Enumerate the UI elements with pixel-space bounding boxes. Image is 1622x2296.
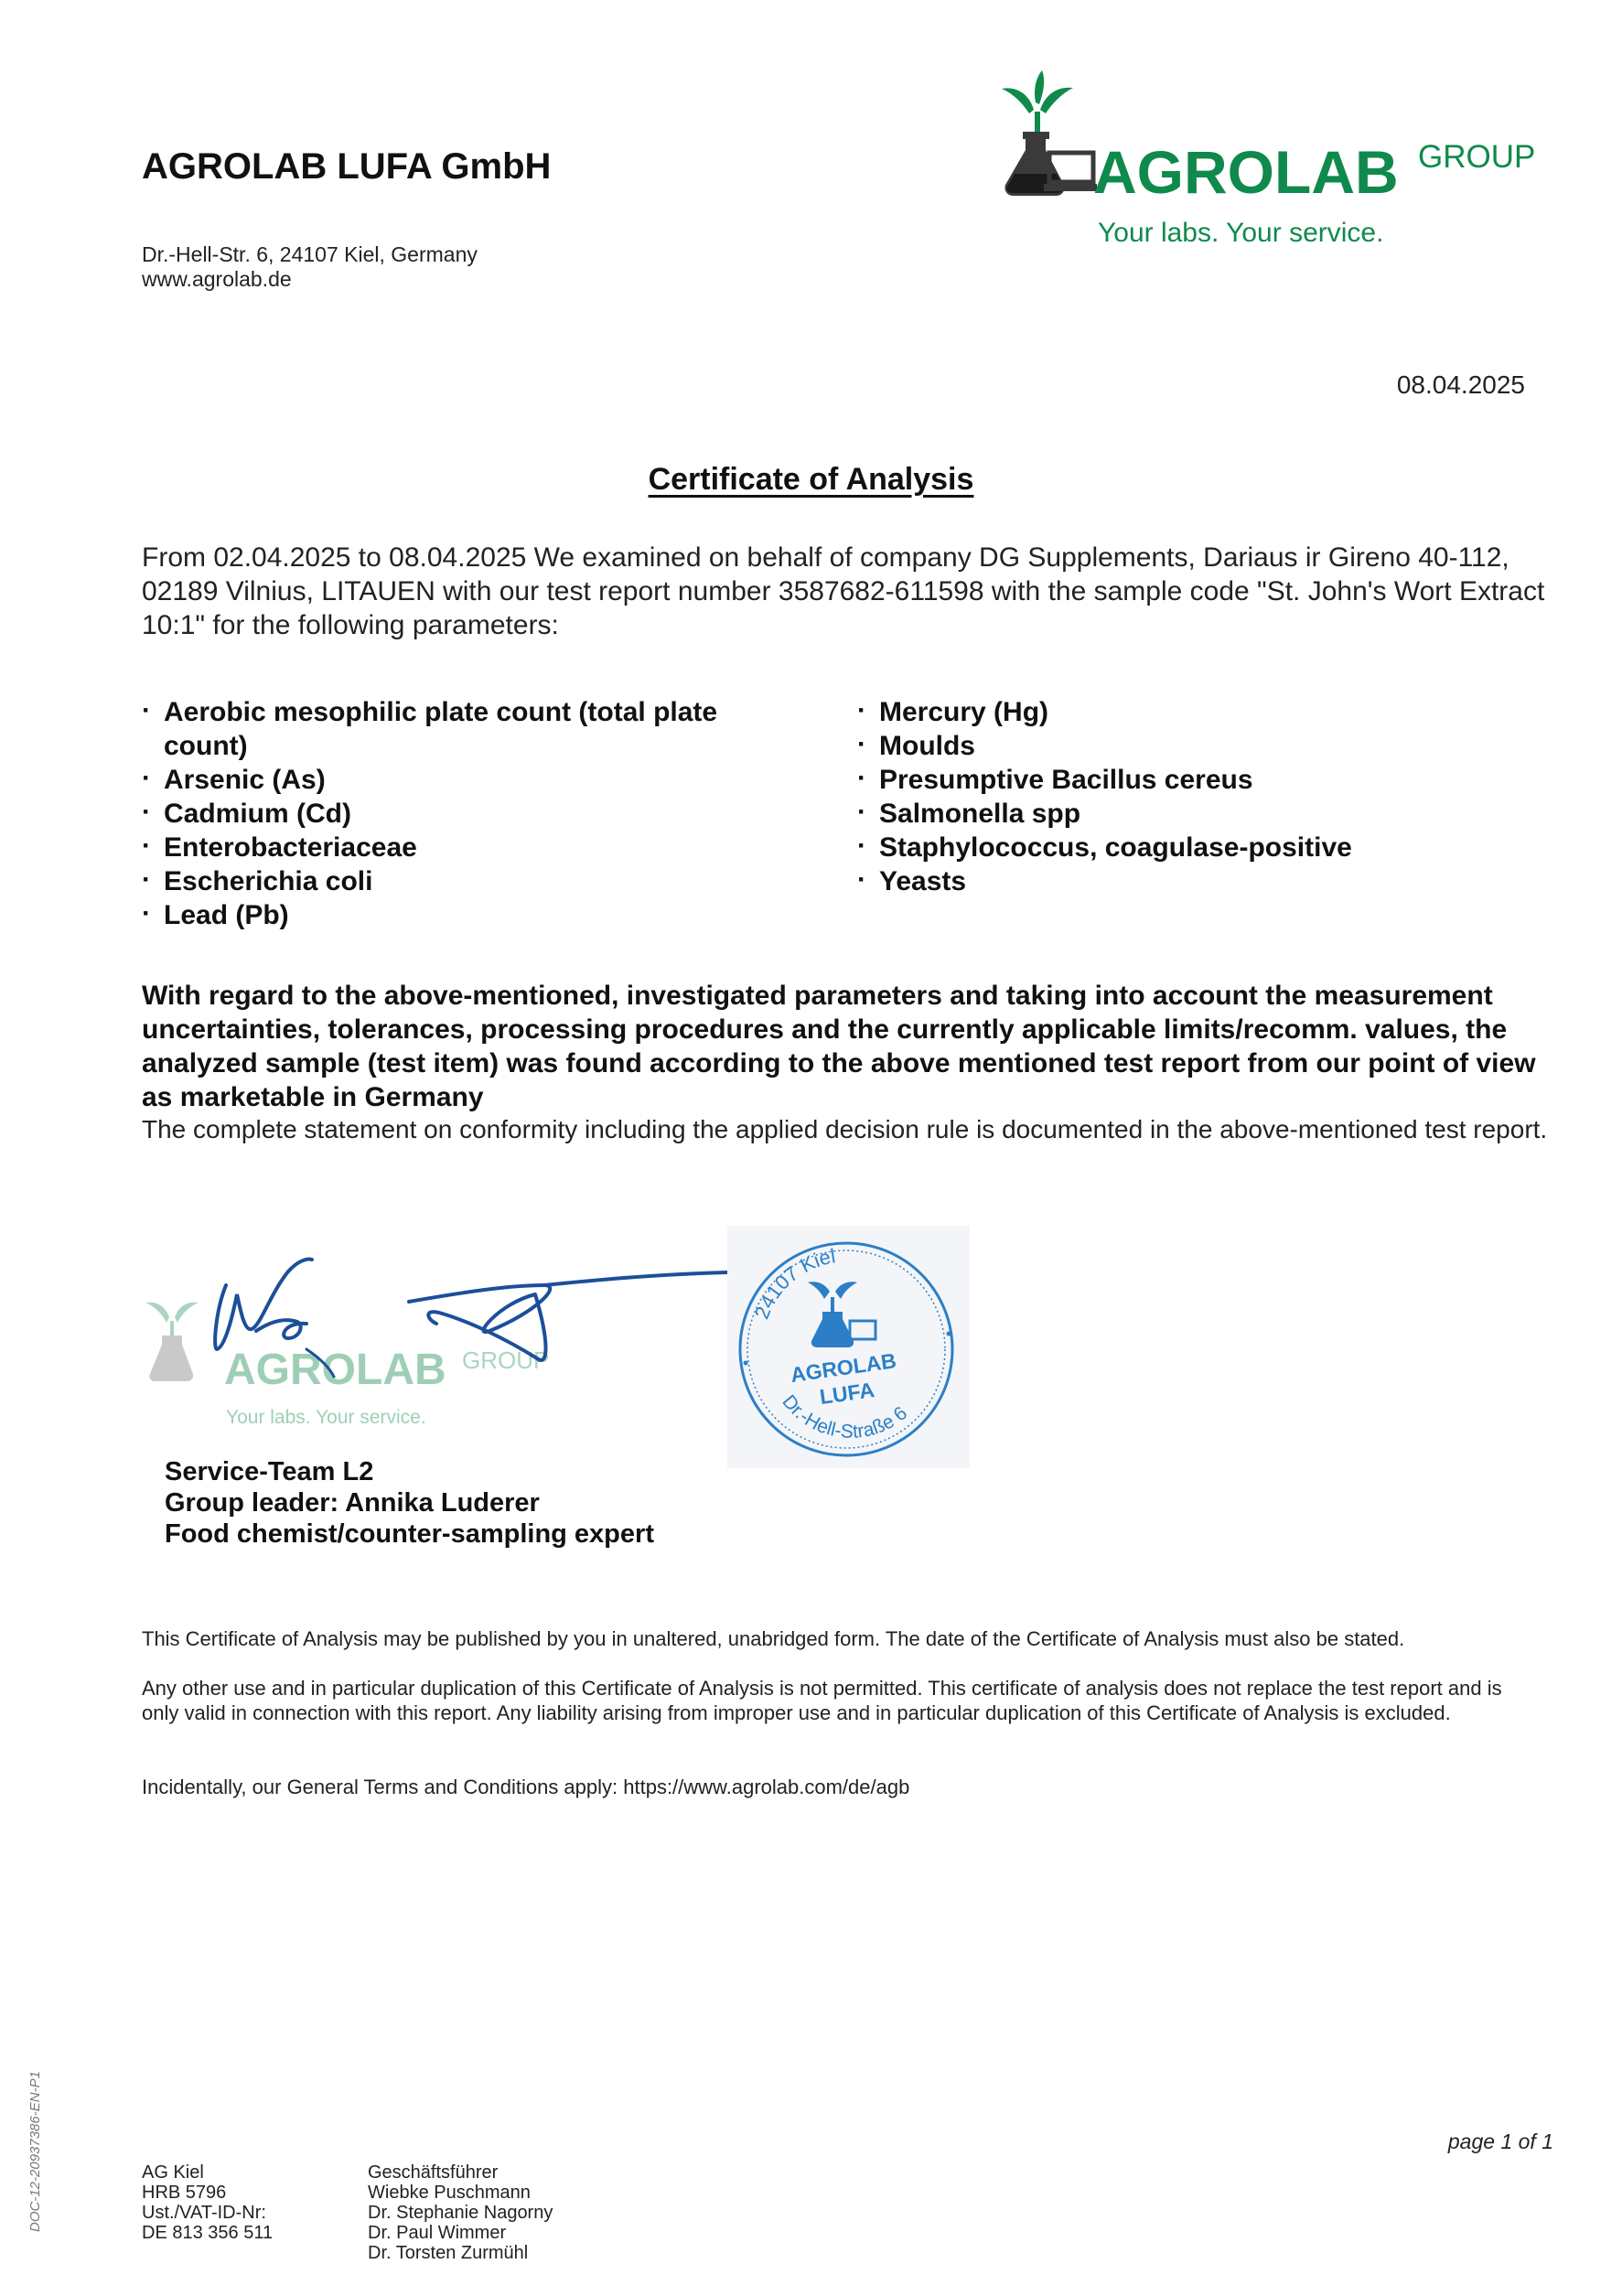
footer-line: Ust./VAT-ID-Nr: bbox=[142, 2203, 266, 2223]
footer-line: AG Kiel bbox=[142, 2162, 204, 2183]
parameter-item: · Enterobacteriaceae bbox=[142, 831, 800, 864]
footer-line: Geschäftsführer bbox=[368, 2162, 499, 2183]
parameter-item: · Cadmium (Cd) bbox=[142, 797, 800, 831]
footer-line: Dr. Torsten Zurmühl bbox=[368, 2243, 529, 2263]
page-number: page 1 of 1 bbox=[1447, 2130, 1553, 2153]
address-street: Dr.-Hell-Str. 6, 24107 Kiel, Germany bbox=[142, 242, 478, 266]
stamp-center-line1: AGROLAB bbox=[789, 1348, 898, 1388]
address-website: www.agrolab.de bbox=[142, 267, 292, 291]
parameters-list-left bbox=[142, 695, 800, 932]
watermark-tagline: Your labs. Your service. bbox=[226, 1407, 426, 1428]
parameter-item: · Moulds bbox=[857, 729, 1516, 763]
conformity-statement: With regard to the above-mentioned, investigated parameters and taking into account the measurement uncertainties, tolerances, processing procedures and the currently applicable limits/recomm. values, the analyzed sample (test item) was found according to the above mentioned test report from our point of view as marketable in Germany bbox=[142, 981, 1536, 1112]
signer-role: Food chemist/counter-sampling expert bbox=[165, 1519, 654, 1549]
signer-leader: Group leader: Annika Luderer bbox=[165, 1488, 540, 1518]
parameter-item: · Lead (Pb) bbox=[142, 898, 800, 932]
parameter-item: · Mercury (Hg) bbox=[857, 695, 1516, 729]
footer-line: Wiebke Puschmann bbox=[368, 2183, 531, 2203]
watermark-group-label: GROUP bbox=[462, 1346, 550, 1374]
agrolab-flask-logo-icon bbox=[993, 66, 1098, 203]
stamp-center-line2: LUFA bbox=[818, 1378, 876, 1410]
lab-stamp bbox=[727, 1226, 970, 1468]
signer-team: Service-Team L2 bbox=[165, 1457, 374, 1486]
certificate-date: 08.04.2025 bbox=[1396, 370, 1525, 399]
parameter-item: · Yeasts bbox=[857, 864, 1516, 898]
page-title: Certificate of Analysis bbox=[648, 462, 974, 497]
stamp-seal-icon bbox=[727, 1226, 970, 1468]
stamp-top-text: 24107 Kiel bbox=[749, 1244, 837, 1323]
publication-note: This Certificate of Analysis may be published by you in unaltered, unabridged form. The date of the Certificate of Analysis must also be stated. bbox=[142, 1627, 1405, 1650]
handwritten-signature bbox=[197, 1230, 746, 1404]
usage-restriction-note: Any other use and in particular duplication of this Certificate of Analysis is not permitted. This certificate of analysis does not replace the test report and is only valid in connection with this report. Any liability arising from improper use and in particular duplication of this Certificate of Analysis is excluded. bbox=[142, 1677, 1502, 1724]
footer-line: Dr. Paul Wimmer bbox=[368, 2223, 507, 2243]
terms-note: Incidentally, our General Terms and Conditions apply: https://www.agrolab.com/de/agb bbox=[142, 1776, 910, 1798]
logo-tagline: Your labs. Your service. bbox=[1098, 218, 1384, 248]
footer-line: Dr. Stephanie Nagorny bbox=[368, 2203, 553, 2223]
company-name: AGROLAB LUFA GmbH bbox=[142, 146, 552, 187]
intro-paragraph: From 02.04.2025 to 08.04.2025 We examined on behalf of company DG Supplements, Dariaus ir Gireno 40-112, 02189 Vilnius, LITAUEN with our test report number 3587682-611598 with the sample code "St. John's Wort Extract 10:1" for the following parameters: bbox=[142, 542, 1545, 640]
footer-management bbox=[368, 2162, 553, 2263]
watermark-wordmark: AGROLAB bbox=[224, 1346, 446, 1394]
company-address bbox=[142, 242, 478, 292]
conformity-note: The complete statement on conformity including the applied decision rule is documented in the above-mentioned test report. bbox=[142, 1115, 1548, 1143]
stamp-bottom-text: Dr.-Hell-Straße 6 bbox=[778, 1390, 912, 1443]
parameter-item: · Escherichia coli bbox=[142, 864, 800, 898]
logo-group-label: GROUP bbox=[1418, 139, 1536, 175]
footer-line: DE 813 356 511 bbox=[142, 2223, 274, 2243]
signer-block bbox=[165, 1456, 654, 1550]
parameters-list-right bbox=[857, 695, 1516, 898]
parameter-item: · Arsenic (As) bbox=[142, 763, 800, 797]
document-code: DOC-12-20937386-EN-P1 bbox=[27, 2071, 43, 2232]
logo-wordmark: AGROLAB bbox=[1093, 138, 1399, 206]
footer-registration bbox=[142, 2162, 273, 2243]
parameter-item: · Salmonella spp bbox=[857, 797, 1516, 831]
parameter-item: · Staphylococcus, coagulase-positive bbox=[857, 831, 1516, 864]
footer-line: HRB 5796 bbox=[142, 2183, 227, 2203]
parameter-item: · Aerobic mesophilic plate count (total plate count) bbox=[142, 695, 800, 763]
title-container bbox=[0, 462, 1622, 498]
parameter-item: · Presumptive Bacillus cereus bbox=[857, 763, 1516, 797]
